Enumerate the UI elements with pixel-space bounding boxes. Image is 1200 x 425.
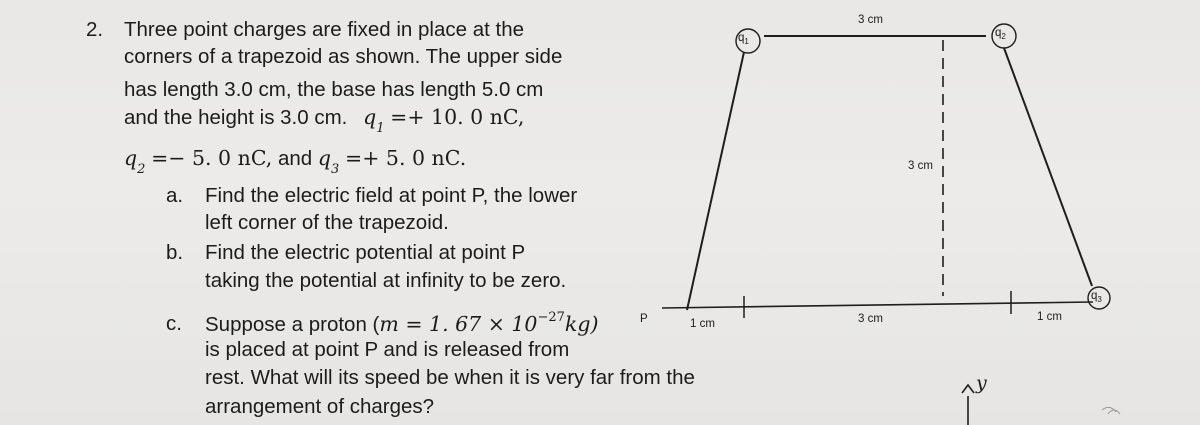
and-word: and (278, 147, 313, 170)
part-a-line-1: Find the electric field at point P, the lower (205, 184, 578, 207)
problem-line-4-text: and the height is 3.0 cm. (124, 106, 348, 129)
part-c-line-4: arrangement of charges? (205, 395, 435, 418)
q2-label: $q_2$ (995, 27, 1006, 41)
base-middle-label: 3 cm (858, 313, 883, 325)
q3-symbol: $q_3$ (317, 146, 340, 177)
part-c-line-2: is placed at point P and is released from (205, 338, 570, 361)
y-axis-label: y (976, 372, 987, 394)
problem-line-1: Three point charges are fixed in place at the (124, 18, 524, 41)
q1-symbol: $q_1$ (363, 105, 385, 136)
q2-symbol: $q_2$ (124, 146, 146, 177)
part-c-prefix: Suppose a proton ( (205, 313, 380, 336)
part-b-letter: b. (166, 241, 184, 264)
part-a-letter: a. (166, 184, 184, 207)
part-b-line-1: Find the electric potential at point P (205, 241, 526, 264)
part-c-letter: c. (166, 312, 182, 335)
right-offset-label: 1 cm (1037, 311, 1062, 323)
problem-line-3: has length 3.0 cm, the base has length 5.0 cm (124, 78, 544, 101)
left-offset-label: 1 cm (690, 318, 715, 330)
q1-value: =+ 10. 0 nC, (390, 105, 525, 129)
right-side (1004, 48, 1092, 286)
base-line (662, 302, 1093, 308)
part-c-line-3: rest. What will its speed be when it is very far from the (205, 366, 695, 389)
part-b-line-2: taking the potential at infinity to be zero. (205, 269, 567, 292)
pencil-scribble (1102, 407, 1120, 414)
q2-value: =− 5. 0 nC, (151, 146, 273, 170)
q3-value: =+ 5. 0 nC. (345, 146, 467, 170)
problem-number: 2. (86, 18, 104, 41)
y-axis-arrowhead (962, 385, 974, 393)
top-width-label: 3 cm (858, 14, 883, 26)
mass-unit: kg) (564, 312, 599, 336)
proton-mass: m = 1. 67 × 10 (379, 312, 538, 336)
mass-exponent: −27 (537, 310, 565, 325)
left-side (687, 52, 744, 310)
point-p-label: P (640, 313, 648, 325)
problem-line-2: corners of a trapezoid as shown. The upper side (124, 45, 563, 68)
part-a-line-2: left corner of the trapezoid. (205, 211, 449, 234)
q3-label: $q_3$ (1091, 290, 1102, 304)
height-label: 3 cm (908, 160, 933, 172)
q1-label: $q_1$ (738, 32, 749, 46)
